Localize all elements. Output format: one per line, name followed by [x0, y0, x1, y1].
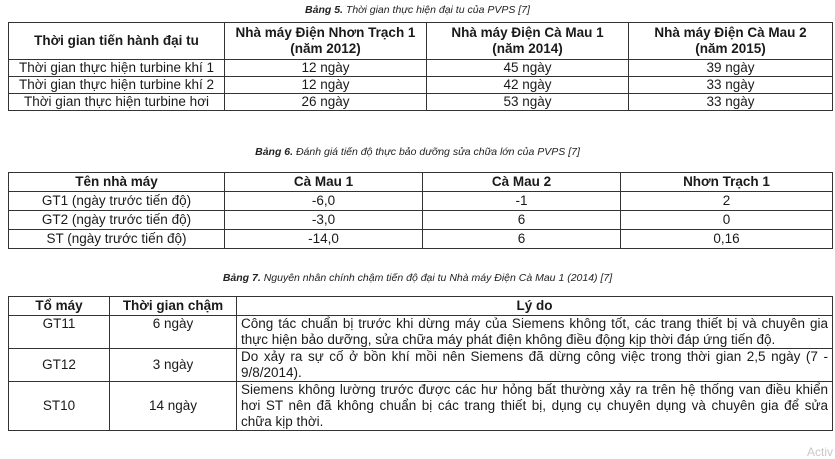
- table-cell: 33 ngày: [629, 94, 833, 111]
- table-7: [8, 296, 833, 431]
- table5-header-col0: Thời gian tiến hành đại tu: [9, 23, 225, 60]
- table-cell: Thời gian thực hiện turbine khí 2: [9, 77, 225, 94]
- table7-caption: [0, 272, 835, 284]
- table-cell: 0,16: [621, 230, 833, 249]
- table-cell: Thời gian thực hiện turbine khí 1: [9, 60, 225, 77]
- table6-header-col0: Tên nhà máy: [9, 173, 225, 192]
- table-cell: 0: [621, 211, 833, 230]
- table-cell: 26 ngày: [225, 94, 427, 111]
- table-cell: -1: [423, 192, 621, 211]
- table6-caption: [0, 146, 835, 158]
- table-cell: 12 ngày: [225, 60, 427, 77]
- table7-header-col1: Thời gian chậm: [110, 297, 237, 316]
- watermark: Activ: [806, 445, 833, 459]
- table-cell: GT12: [9, 349, 110, 382]
- table5-header-col3: Nhà máy Điện Cà Mau 2 (năm 2015): [629, 23, 833, 60]
- table-cell: -3,0: [225, 211, 423, 230]
- table-cell: 42 ngày: [427, 77, 629, 94]
- table-cell: 3 ngày: [110, 349, 237, 382]
- table-row: [9, 192, 833, 211]
- table5-caption: [0, 4, 835, 16]
- table5-header-col1: Nhà máy Điện Nhơn Trạch 1 (năm 2012): [225, 23, 427, 60]
- table5-caption-text: Thời gian thực hiện đại tu của PVPS [7]: [345, 4, 530, 16]
- table5-caption-label: Bảng 5.: [305, 4, 343, 16]
- table-cell: ST10: [9, 382, 110, 431]
- table-row: [9, 230, 833, 249]
- table-6: [8, 172, 833, 249]
- table6-header-col2: Cà Mau 2: [423, 173, 621, 192]
- table6-caption-label: Bảng 6.: [255, 146, 294, 158]
- table6-header-row: [9, 173, 833, 192]
- table-row: [9, 316, 833, 349]
- table-cell: 6: [423, 230, 621, 249]
- table-row: [9, 349, 833, 382]
- table-cell: 6: [423, 211, 621, 230]
- table-cell: 2: [621, 192, 833, 211]
- table-cell: 14 ngày: [110, 382, 237, 431]
- table-cell: Thời gian thực hiện turbine hơi: [9, 94, 225, 111]
- table-row: [9, 211, 833, 230]
- table7-header-col0: Tổ máy: [9, 297, 110, 316]
- table-cell: 53 ngày: [427, 94, 629, 111]
- table7-caption-text: Nguyên nhân chính chậm tiến độ đại tu Nhà máy Điện Cà Mau 1 (2014) [7]: [263, 272, 613, 284]
- table-row: [9, 60, 833, 77]
- table-cell: 33 ngày: [629, 77, 833, 94]
- table-row: [9, 382, 833, 431]
- table-cell: Công tác chuẩn bị trước khi dừng máy của Siemens không tốt, các trang thiết bị và chuyên gia thực hiện bảo dưỡng, sửa chữa máy phát điện không điều động kịp thời đáp ứng tiến độ.: [237, 316, 833, 349]
- table6-header-col1: Cà Mau 1: [225, 173, 423, 192]
- table7-header-col2: Lý do: [237, 297, 833, 316]
- table-cell: -6,0: [225, 192, 423, 211]
- table-cell: 6 ngày: [110, 316, 237, 349]
- table-cell: 12 ngày: [225, 77, 427, 94]
- table-cell: Do xảy ra sự cố ở bồn khí mồi nên Siemens đã dừng công việc trong thời gian 2,5 ngày (7 - 9/8/2014).: [237, 349, 833, 382]
- table-cell: 45 ngày: [427, 60, 629, 77]
- table7-caption-label: Bảng 7.: [222, 272, 261, 284]
- table5-header-row: [9, 23, 833, 60]
- table-row: [9, 94, 833, 111]
- table-row: [9, 77, 833, 94]
- table5-header-col2: Nhà máy Điện Cà Mau 1 (năm 2014): [427, 23, 629, 60]
- table-cell: -14,0: [225, 230, 423, 249]
- table-cell: ST (ngày trước tiến độ): [9, 230, 225, 249]
- table-cell: GT2 (ngày trước tiến độ): [9, 211, 225, 230]
- table-5: [8, 22, 833, 111]
- table-cell: GT11: [9, 316, 110, 349]
- table-cell: GT1 (ngày trước tiến độ): [9, 192, 225, 211]
- table6-header-col3: Nhơn Trạch 1: [621, 173, 833, 192]
- table-cell: Siemens không lường trước được các hư hỏng bất thường xảy ra trên hệ thống van điều khiển hơi ST nên đã không chuẩn bị các trang thiết bị, dụng cụ chuyên dụng và chuyên gia để sửa chữa kịp thời.: [237, 382, 833, 431]
- table7-header-row: [9, 297, 833, 316]
- table6-caption-text: Đánh giá tiến độ thực bảo dưỡng sửa chữa lớn của PVPS [7]: [295, 146, 580, 158]
- table-cell: 39 ngày: [629, 60, 833, 77]
